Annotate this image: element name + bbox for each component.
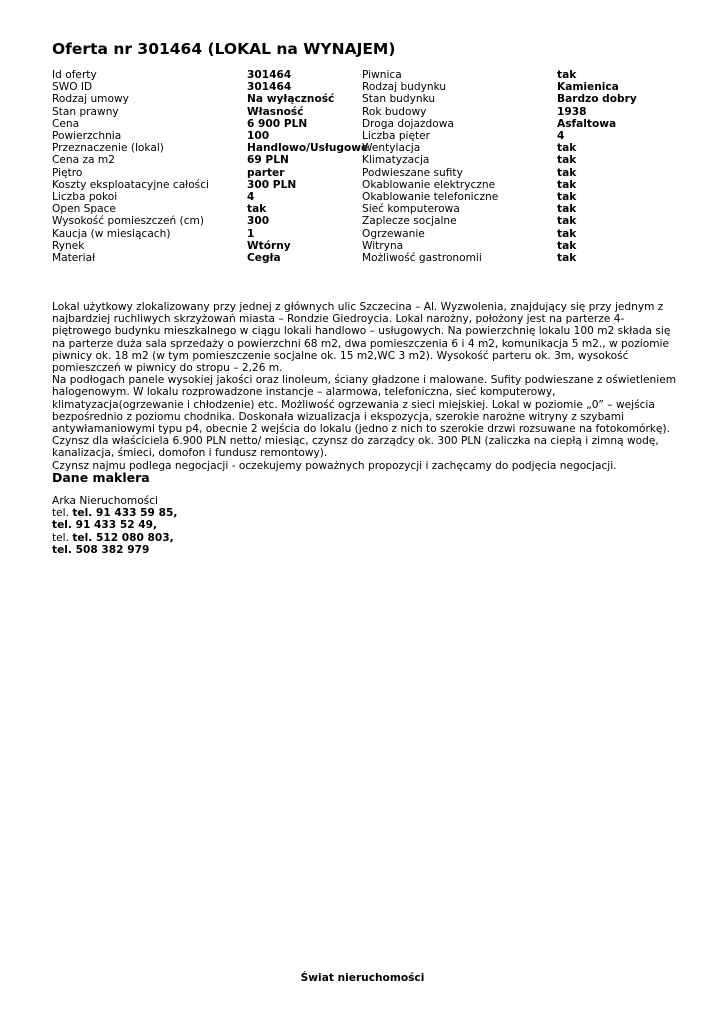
property-value: 6 900 PLN: [247, 117, 308, 130]
phone-number: tel. 512 080 803,: [72, 531, 174, 544]
broker-phone-line: [52, 532, 177, 544]
property-row: [52, 179, 677, 191]
property-label: Klimatyzacja: [362, 154, 430, 167]
property-value: Wtórny: [247, 239, 291, 252]
property-value: 1: [247, 227, 255, 240]
property-value: tak: [557, 154, 577, 167]
property-label: Koszty eksploatacyjne całości: [52, 178, 209, 191]
property-label: Stan prawny: [52, 105, 119, 118]
property-row: [52, 167, 677, 179]
property-value: tak: [557, 252, 577, 264]
property-label: Id oferty: [52, 69, 97, 81]
property-row: [52, 130, 677, 142]
page-title: Oferta nr 301464 (LOKAL na WYNAJEM): [52, 40, 396, 58]
property-row: [52, 69, 677, 81]
property-value: Bardzo dobry: [557, 93, 637, 106]
property-label: Okablowanie telefoniczne: [362, 191, 499, 203]
property-label: Rodzaj umowy: [52, 93, 129, 106]
property-value: 300 PLN: [247, 178, 297, 191]
property-value: 69 PLN: [247, 154, 289, 167]
property-label: Materiał: [52, 252, 96, 264]
property-value: Asfaltowa: [557, 117, 617, 130]
broker-phone-line: [52, 507, 177, 519]
property-value: 301464: [247, 81, 292, 94]
property-label: Liczba pięter: [362, 130, 431, 142]
property-value: 1938: [557, 105, 587, 118]
phone-number: tel. 91 433 59 85,: [72, 507, 178, 520]
property-label: Liczba pokoi: [52, 191, 118, 203]
property-value: Cegła: [247, 252, 281, 264]
property-label: Zaplecze socjalne: [362, 215, 457, 228]
property-value: 301464: [247, 69, 292, 81]
property-label: Podwieszane sufity: [362, 166, 463, 179]
property-row: [52, 81, 677, 93]
property-label: Wentylacja: [362, 142, 421, 155]
phone-prefix: tel.: [52, 531, 69, 544]
property-row: [52, 142, 677, 154]
description-paragraph: Lokal użytkowy zlokalizowany przy jednej z głównych ulic Szczecina – Al. Wyzwolenia, znajdujący się przy jednym z najbardziej ruchliwych skrzyżowań miasta – Rondzie Giedroycia. Lokal narożny, położony jest na parterze 4-piętrowego budynku mieszkalnego w ciągu lokali handlowo – usługowych. Na powierzchnię lokalu 100 m2 składa się na parterze duża sala sprzedaży o powierzchni 68 m2, dwa pomieszczenia 6 i 4 m2, komunikacja 5 m2., w poziomie piwnicy ok. 18 m2 (w tym pomieszczenie socjalne ok. 15 m2,WC 3 m2). Wysokość parteru ok. 3m, wysokość pomieszczeń w piwnicy do stropu – 2,26 m.: [52, 301, 671, 375]
property-label: Możliwość gastronomii: [362, 252, 482, 264]
property-row: [52, 240, 677, 252]
property-label: Rodzaj budynku: [362, 81, 447, 94]
property-label: Piwnica: [362, 69, 402, 81]
property-label: Rok budowy: [362, 105, 427, 118]
property-value: tak: [557, 203, 577, 216]
description-paragraph: Czynsz dla właściciela 6.900 PLN netto/ miesiąc, czynsz do zarządcy ok. 300 PLN (zaliczka na ciepłą i zimną wodę, kanalizacja, śmieci, domofon i fundusz remontowy).: [52, 435, 659, 460]
property-label: Sieć komputerowa: [362, 203, 460, 216]
property-label: Powierzchnia: [52, 130, 122, 142]
offer-description: [52, 301, 677, 472]
property-label: Droga dojazdowa: [362, 117, 454, 130]
property-value: parter: [247, 166, 285, 179]
property-value: Kamienica: [557, 81, 619, 94]
property-label: Cena: [52, 117, 80, 130]
property-label: Open Space: [52, 203, 116, 216]
property-value: Handlowo/Usługowe: [247, 142, 369, 155]
property-row: [52, 106, 677, 118]
description-paragraph: Na podłogach panele wysokiej jakości oraz linoleum, ściany gładzone i malowane. Sufity podwieszane z oświetleniem halogenowym. W lokalu rozprowadzone instancje – alarmowa, telefoniczna, sieć komputerowy, klimatyzacja(ogrzewanie i chłodzenie) etc. Możliwość ogrzewania z sieci miejskiej. Lokal w poziomie „0” – wejścia bezpośrednio z poziomu chodnika. Doskonała wizualizacja i ekspozycja, szerokie narożne witryny z szybami antywłamaniowymi typu p4, obecnie 2 wejścia do lokalu (jedno z nich to szerokie drzwi rozsuwane na fotokomórkę).: [52, 374, 677, 436]
property-row: [52, 154, 677, 166]
property-label: Cena za m2: [52, 154, 115, 167]
property-label: Przeznaczenie (lokal): [52, 142, 164, 155]
phone-prefix: tel.: [52, 507, 69, 520]
description-paragraph: Czynsz najmu podlega negocjacji - oczekujemy poważnych propozycji i zachęcamy do podjęcia negocjacji.: [52, 459, 617, 472]
property-value: tak: [557, 142, 577, 155]
property-label: Kaucja (w miesiącach): [52, 227, 171, 240]
property-label: Witryna: [362, 239, 404, 252]
property-value: 100: [247, 130, 270, 142]
footer-brand: Świat nieruchomości: [300, 972, 425, 984]
broker-phone-line: [52, 544, 177, 556]
property-value: tak: [557, 227, 577, 240]
property-row: [52, 118, 677, 130]
phone-number: tel. 91 433 52 49,: [52, 519, 158, 532]
property-row: [52, 215, 677, 227]
property-row: [52, 228, 677, 240]
phone-number: tel. 508 382 979: [52, 543, 150, 556]
property-value: tak: [557, 178, 577, 191]
property-label: Okablowanie elektryczne: [362, 178, 496, 191]
property-value: tak: [247, 203, 267, 216]
broker-name: Arka Nieruchomości: [52, 495, 158, 507]
property-value: tak: [557, 239, 577, 252]
property-value: Własność: [247, 105, 304, 118]
property-value: tak: [557, 69, 577, 81]
property-value: tak: [557, 215, 577, 228]
property-row: [52, 252, 677, 264]
property-label: Wysokość pomieszczeń (cm): [52, 215, 204, 228]
property-value: 4: [557, 130, 565, 142]
broker-heading: Dane maklera: [52, 470, 150, 485]
broker-details: [52, 495, 177, 556]
property-value: tak: [557, 191, 577, 203]
property-value: 4: [247, 191, 255, 203]
property-row: [52, 93, 677, 105]
property-row: [52, 191, 677, 203]
property-label: SWO ID: [52, 81, 93, 94]
property-table: [52, 69, 677, 269]
property-value: tak: [557, 166, 577, 179]
broker-phone-line: [52, 519, 177, 531]
property-label: Ogrzewanie: [362, 227, 425, 240]
property-label: Stan budynku: [362, 93, 436, 106]
property-row: [52, 203, 677, 215]
property-label: Piętro: [52, 166, 83, 179]
property-value: 300: [247, 215, 270, 228]
property-label: Rynek: [52, 239, 85, 252]
property-value: Na wyłączność: [247, 93, 335, 106]
